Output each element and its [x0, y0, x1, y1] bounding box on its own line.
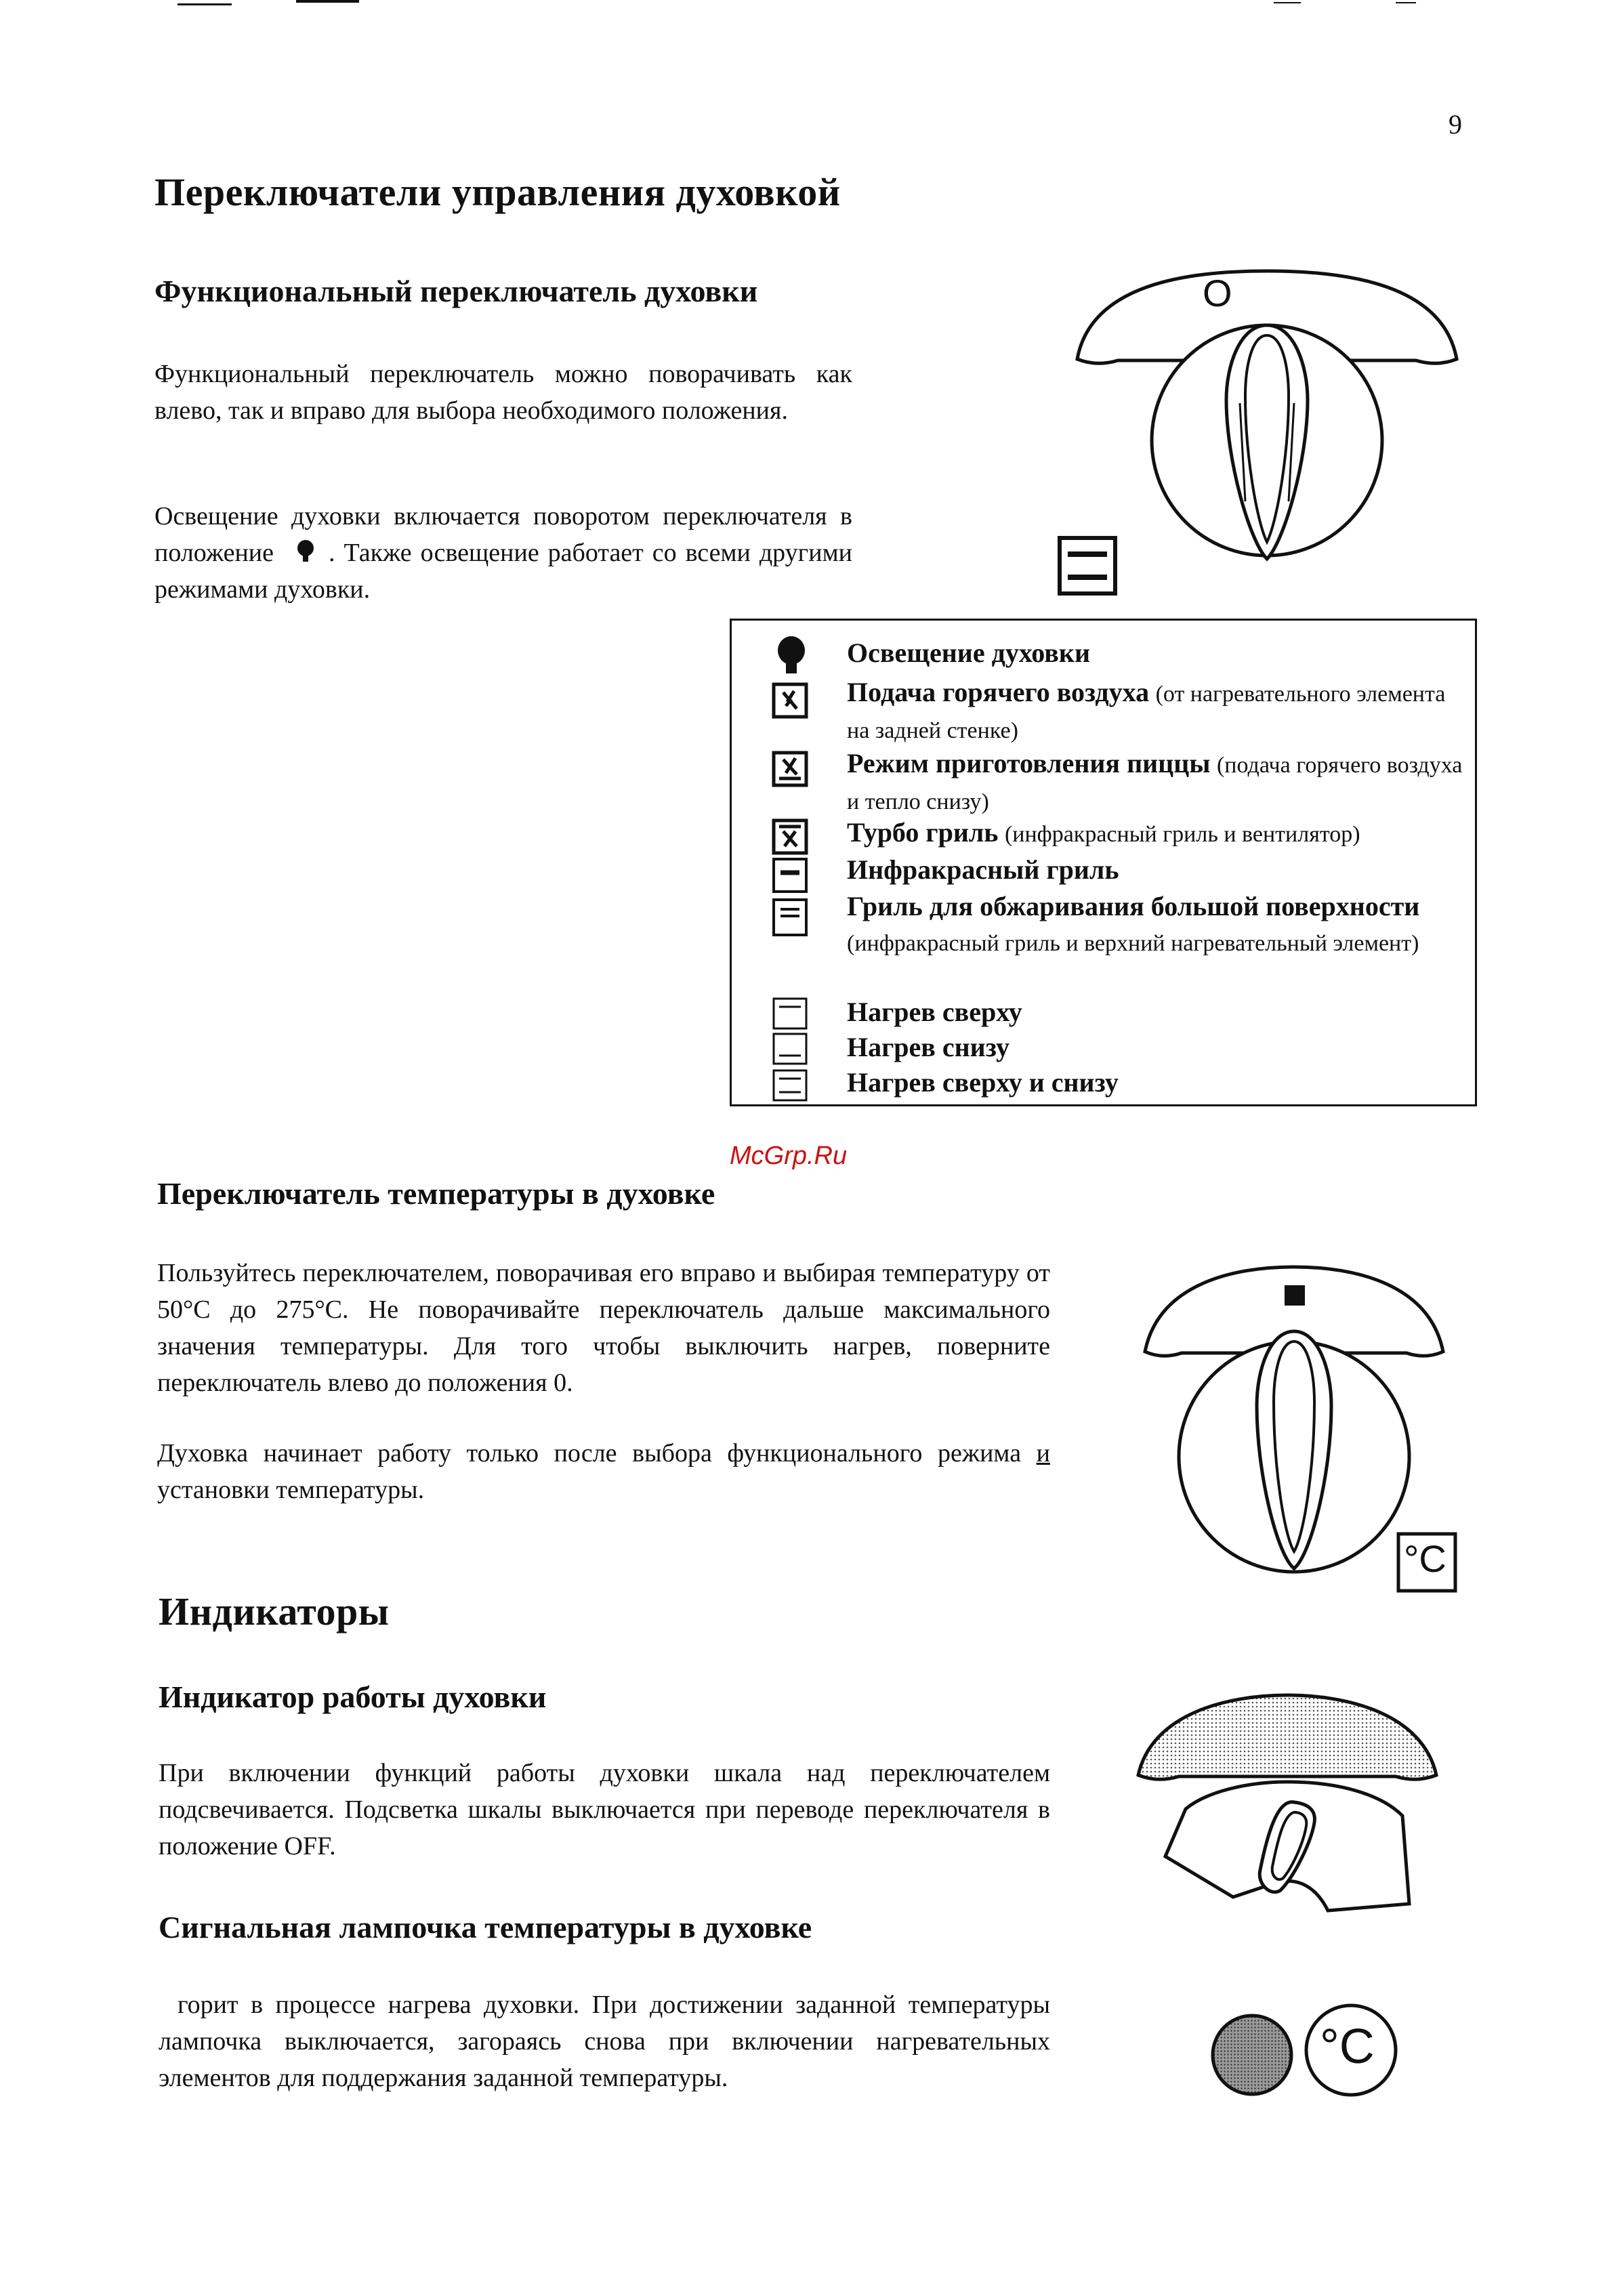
oven-start-end: установки температуры. — [157, 1476, 425, 1504]
temperature-paragraph: Пользуйтесь переключателем, поворачивая его вправо и выбирая температуру от 50°С до 275°С. Не поворачивайте переключатель дальше максимального значения температуры. Для того чтобы выключить нагрев, поверните переключатель влево до положения 0. — [157, 1259, 1050, 1397]
oven-start-and: и — [1036, 1439, 1050, 1467]
top-heat-icon — [771, 996, 809, 1031]
hot-air-icon — [771, 682, 809, 720]
legend-title: Освещение духовки — [847, 638, 1091, 668]
legend-title: Инфракрасный гриль — [847, 854, 1119, 885]
temperature-lamp-paragraph: горит в процессе нагрева духовки. При достижении заданной температуры лампочка выключается, загораясь снова при включении нагревательных элементов для поддержания заданной температуры. — [159, 1991, 1050, 2092]
oven-start-paragraph — [157, 1435, 1050, 1508]
oven-indicator-title: Индикатор работы духовки — [159, 1680, 547, 1714]
legend-title: Гриль для обжаривания большой поверхности — [847, 891, 1420, 921]
legend-title: Режим приготовления пиццы — [847, 748, 1211, 778]
bottom-heat-icon — [771, 1031, 809, 1066]
function-switch-paragraph: Функциональный переключатель можно поворачивать как влево, так и вправо для выбора необходимого положения. — [154, 360, 852, 425]
legend-title: Нагрев снизу — [847, 1032, 1009, 1062]
scan-artifact — [1274, 2, 1301, 3]
bulb-icon — [292, 538, 319, 565]
legend-title: Нагрев сверху — [847, 997, 1022, 1027]
function-knob[interactable] — [1064, 257, 1470, 610]
legend-title: Нагрев сверху и снизу — [847, 1067, 1119, 1098]
celsius-label: °C — [1404, 1537, 1446, 1580]
scan-artifact — [178, 3, 232, 5]
celsius-circle-label: °C — [1320, 2020, 1375, 2074]
section-title-controls: Переключатели управления духовкой — [154, 170, 841, 214]
section-title-indicators: Индикаторы — [159, 1589, 390, 1633]
light-paragraph-end: . Также освещение работает со всеми другими режимами духовки. — [154, 539, 852, 604]
legend-desc: (инфракрасный гриль и верхний нагревательный элемент) — [847, 931, 1419, 956]
light-paragraph — [154, 498, 852, 608]
legend-title: Подача горячего воздуха — [847, 677, 1150, 707]
pizza-mode-icon — [771, 750, 809, 788]
scan-artifact — [1396, 2, 1416, 3]
scan-artifact — [296, 0, 359, 3]
light-paragraph-start: Освещение духовки включается поворотом переключателя в положение — [154, 502, 852, 567]
knob-position-label: O — [1203, 272, 1232, 314]
turbo-grill-icon — [771, 818, 809, 856]
infrared-grill-icon — [771, 856, 809, 894]
legend-title: Турбо гриль — [847, 817, 999, 848]
indicator-knob-illustration — [1125, 1680, 1450, 1938]
watermark: McGrp.Ru — [730, 1142, 848, 1170]
oven-start-text: Духовка начинает работу только после выбора функционального режима — [157, 1439, 1022, 1467]
temperature-lamp-title: Сигнальная лампочка температуры в духовке — [159, 1910, 812, 1944]
legend-desc: (инфракрасный гриль и вентилятор) — [1004, 822, 1360, 847]
function-legend — [730, 619, 1477, 1106]
legend-desc: (подача горячего воздуха и тепло снизу) — [847, 753, 1463, 814]
oven-indicator-paragraph: При включении функций работы духовки шкала над переключателем подсвечивается. Подсветка шкалы выключается при переводе переключателя в положение OFF. — [159, 1759, 1050, 1860]
large-grill-icon — [771, 897, 809, 938]
top-bottom-heat-icon — [771, 1068, 809, 1103]
large-grill-symbol-icon — [1057, 535, 1118, 596]
temperature-lamp-icon — [1206, 2009, 1308, 2110]
bulb-icon — [771, 634, 812, 678]
page-number: 9 — [1449, 109, 1462, 140]
legend-desc: (от нагревательного элемента на задней стенке) — [847, 682, 1446, 743]
function-switch-title: Функциональный переключатель духовки — [154, 274, 758, 308]
temperature-switch-title: Переключатель температуры в духовке — [157, 1176, 715, 1211]
